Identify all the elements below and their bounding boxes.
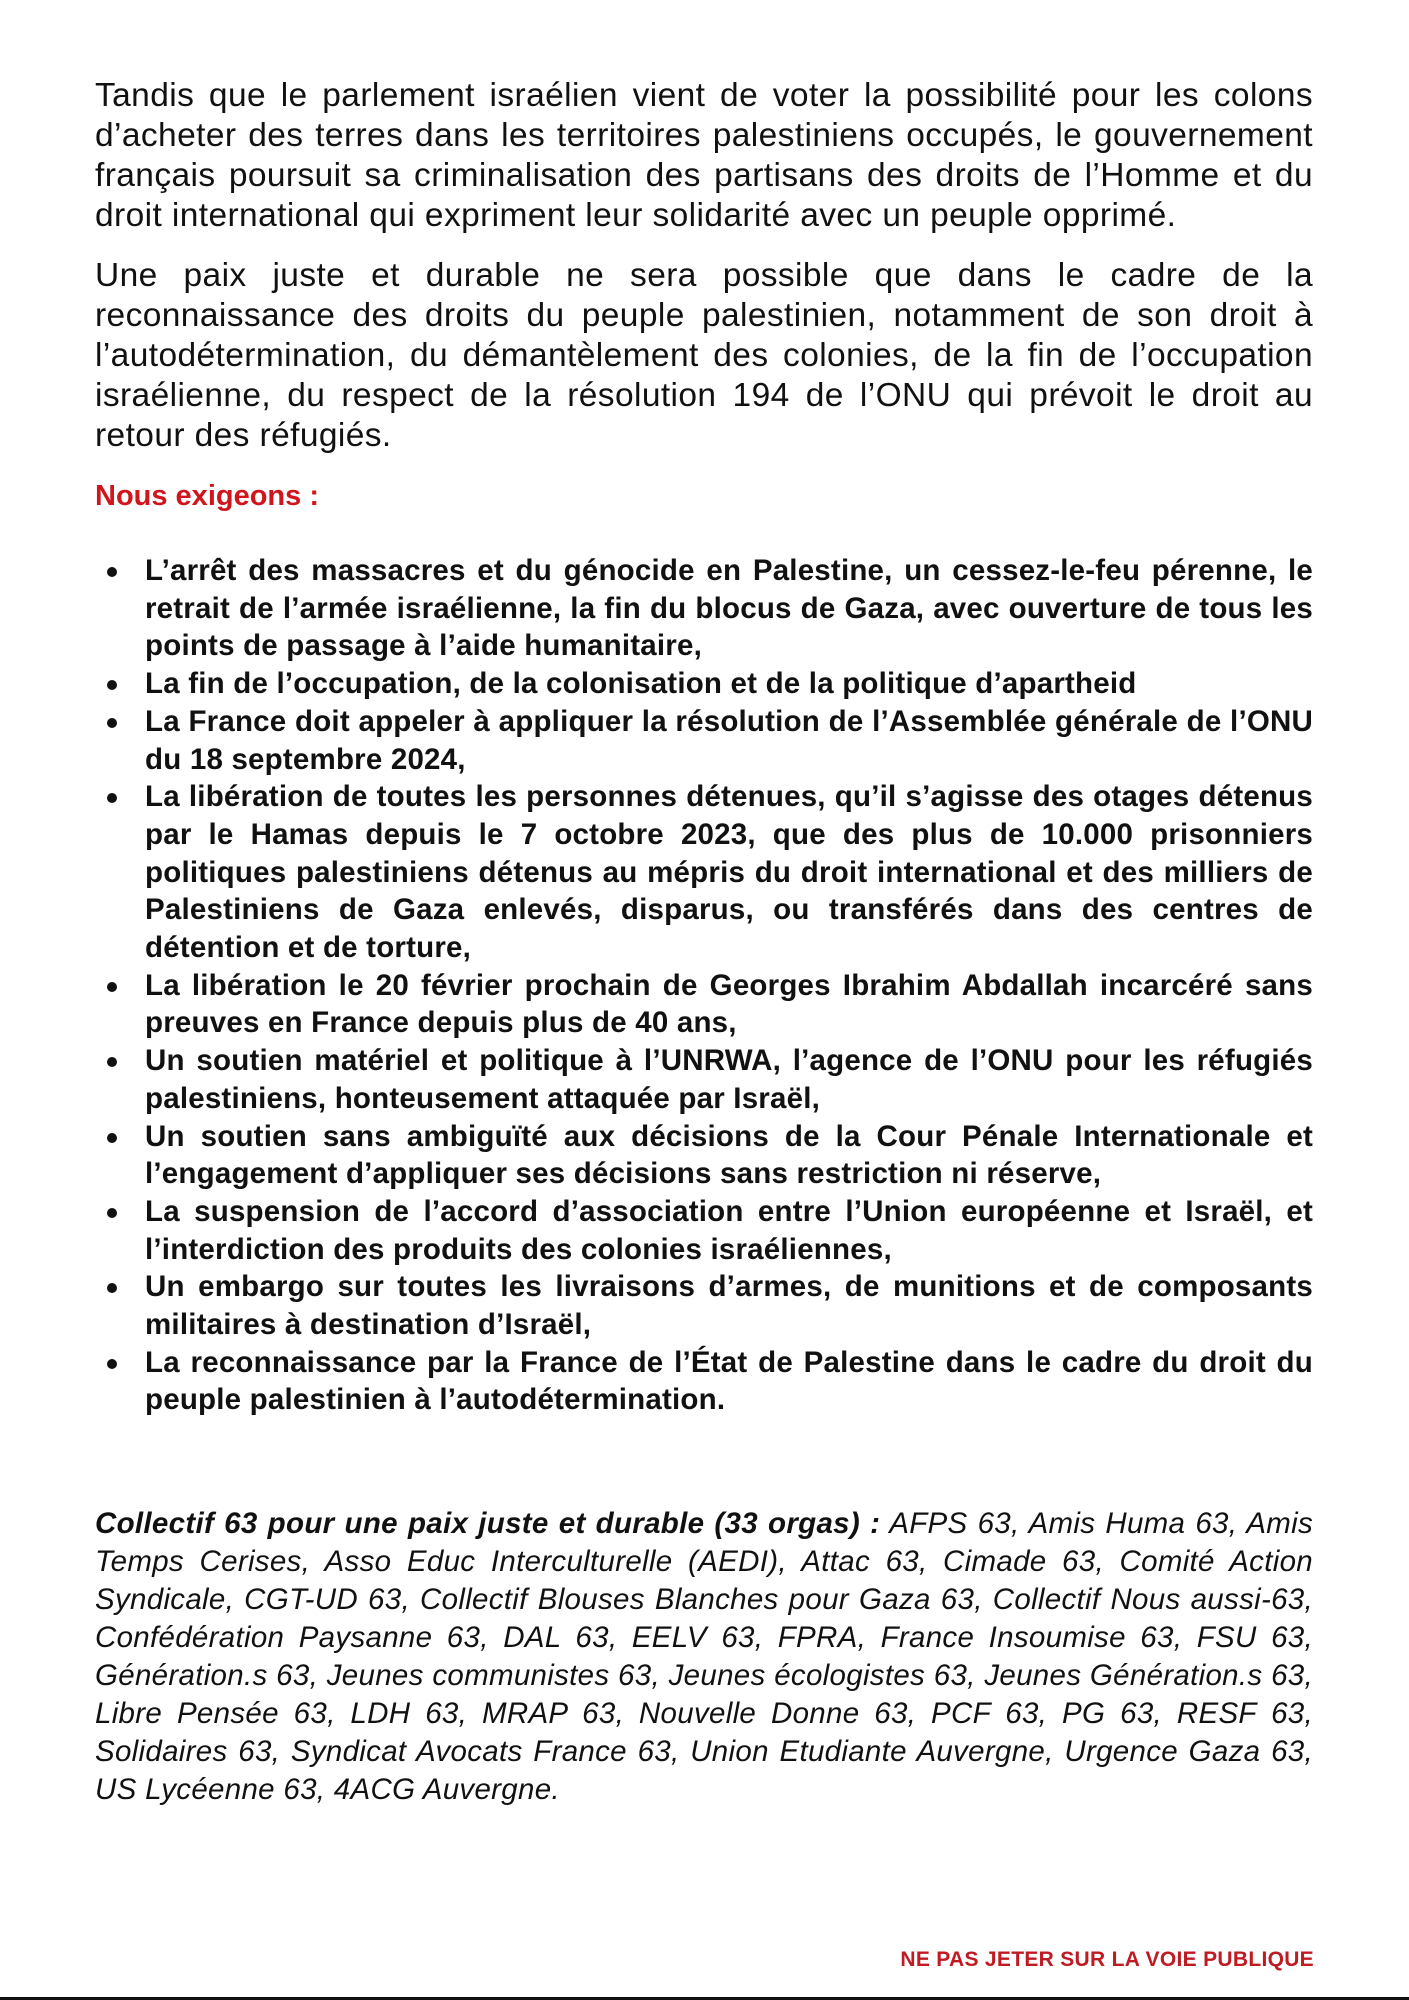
demand-item [95,1193,1313,1268]
collective-name: Collectif 63 pour une paix juste et durable (33 orgas) : [95,1507,881,1541]
demand-text: La libération le 20 février prochain de Georges Ibrahim Abdallah incarcéré sans preuves en France depuis plus de 40 ans, [145,968,1313,1040]
demand-item [95,967,1313,1042]
demand-item [95,778,1313,967]
bullet-icon [107,680,117,690]
bullet-icon [107,1133,117,1143]
demands-list [95,552,1313,1419]
demand-text: Un soutien matériel et politique à l’UNRWA, l’agence de l’ONU pour les réfugiés palestiniens, honteusement attaquée par Israël, [145,1044,1313,1115]
demand-text: Un embargo sur toutes les livraisons d’armes, de munitions et de composants militaires à destination d’Israël, [145,1270,1313,1342]
demand-text: La reconnaissance par la France de l’État de Palestine dans le cadre du droit du peuple palestinien à l’autodétermination. [145,1345,1313,1417]
intro-paragraph-2: Une paix juste et durable ne sera possible que dans le cadre de la reconnaissance des droits du peuple palestinien, notamment de son droit à l’autodétermination, du démantèlement des colonies, de la fin de l’occupation israélienne, du respect de la résolution 194 de l’ONU qui prévoit le droit au retour des réfugiés. [95,257,1313,454]
bullet-icon [107,1359,117,1369]
bullet-icon [107,793,117,803]
demand-item [95,1118,1313,1193]
demand-text: La France doit appeler à appliquer la résolution de l’Assemblée générale de l’ONU du 18 septembre 2024, [145,704,1313,776]
demand-text: La fin de l’occupation, de la colonisation et de la politique d’apartheid [145,667,1137,701]
bullet-icon [107,718,117,728]
demand-text: La suspension de l’accord d’association entre l’Union européenne et Israël, et l’interdiction des produits des colonies israéliennes, [145,1194,1313,1266]
bullet-icon [107,1057,117,1067]
demand-item [95,1344,1313,1419]
demands-heading: Nous exigeons : [95,480,319,512]
demand-text: La libération de toutes les personnes détenues, qu’il s’agisse des otages détenus par le Hamas depuis le 7 octobre 2023, que des plus de 10.000 prisonniers politiques palestiniens détenus au mépris du droit international et des milliers de Palestiniens de Gaza enlevés, disparus, ou transférés dans des centres de détention et de torture, [145,780,1313,965]
bullet-icon [107,567,117,577]
demand-item [95,1042,1313,1117]
demand-item [95,552,1313,665]
bullet-icon [107,1283,117,1293]
bullet-icon [107,982,117,992]
demand-item [95,1268,1313,1343]
demand-text: Un soutien sans ambiguïté aux décisions de la Cour Pénale Internationale et l’engagement d’appliquer ses décisions sans restriction ni réserve, [145,1119,1313,1191]
bullet-icon [107,1208,117,1218]
flyer-page [95,76,1313,1809]
signatories-paragraph [95,1505,1313,1809]
demand-item [95,703,1313,778]
organizations-list: AFPS 63, Amis Huma 63, Amis Temps Cerises, Asso Educ Interculturelle (AEDI), Attac 63, Cimade 63, Comité Action Syndicale, CGT-UD 63, Collectif Blouses Blanches pour Gaza 63, Collectif Nous aussi-63, Confédération Paysanne 63, DAL 63, EELV 63, FPRA, France Insoumise 63, FSU 63, Génération.s 63, Jeunes communistes 63, Jeunes écologistes 63, Jeunes Génération.s 63, Libre Pensée 63, LDH 63, MRAP 63, Nouvelle Donne 63, PCF 63, PG 63, RESF 63, Solidaires 63, Syndicat Avocats France 63, Union Etudiante Auvergne, Urgence Gaza 63, US Lycéenne 63, 4ACG Auvergne. [95,1507,1313,1807]
footer-notice: NE PAS JETER SUR LA VOIE PUBLIQUE [900,1948,1314,1971]
demand-item [95,665,1313,703]
demand-text: L’arrêt des massacres et du génocide en Palestine, un cessez-le-feu pérenne, le retrait de l’armée israélienne, la fin du blocus de Gaza, avec ouverture de tous les points de passage à l’aide humanitaire, [145,554,1313,663]
intro-paragraph-1: Tandis que le parlement israélien vient de voter la possibilité pour les colons d’acheter des terres dans les territoires palestiniens occupés, le gouvernement français poursuit sa criminalisation des partisans des droits de l’Homme et du droit international qui expriment leur solidarité avec un peuple opprimé. [95,77,1313,234]
